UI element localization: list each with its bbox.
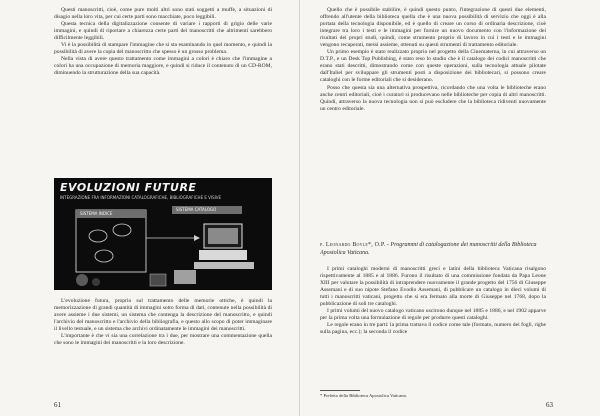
page-number: 63 xyxy=(546,401,553,409)
right-top-text xyxy=(320,7,546,113)
section-heading: p. Leonardo Boyle*, O.P. - Programmi di catalogazione dei manoscritti della Biblioteca Apostolica Vaticana. xyxy=(320,242,537,256)
footnote-rule xyxy=(320,390,360,391)
left-top-text xyxy=(54,7,272,77)
paragraph: L'importante è che vi sia una correlazione tra i due, per mostrare una commentazione quella che sono le immagini dei manoscritti e la loro descrizione. xyxy=(54,333,272,347)
slide-photo xyxy=(54,178,272,290)
paragraph: Quello che è possibile stabilire, è quindi questo punto, l'integrazione di questi due elementi, offrendo all'utente della biblioteca quella che è una nuova possibilità di servizio che oggi è alla portata della tecnologia disponibile, ed è quello di creare un corso di ordinaria descrizione, cioè integrare tra loro i testi e le immagini per fornire un nuovo documento con l'informazione dei risultati dei propri studi, quindi, come strumento proprio di lavoro in cui i testi e le immagini vengono recuperati, messi assieme, ottenuti su questi strumenti di trattamento editoriale. xyxy=(320,7,546,49)
paragraph: Nella vista di avere questo trattamento come immagini a colori è chiaro che l'immagine a colori ha una occupazione di memoria maggiore, e quindi si riduce il contenuto di un CD-ROM, diminuendo la strutturazione della sua capacità. xyxy=(54,56,272,77)
paragraph: Un primo esempio è stato realizzato proprio nel progetto della Cinematerna, in cui attraverso un D.T.P., e un Desk Top Publishing, è stato reso lo studio che è il catalogo dei codici manoscritti che erano stati descritti, dimostrando come con queste operazioni, sulla tecnologia attuale pilotate dall'Italiel per sviluppare gli strumenti posti a disposizione dei bibliotecari, si possono creare cataloghi con le forme editoriali che si desiderano. xyxy=(320,49,546,84)
box-label-2: SISTEMA CATALOGO xyxy=(176,207,217,212)
paragraph: Questa tecnica della digitalizzazione consente di variare i rapporti di grigio delle varie immagini, e quindi di riportare a chiarezza certe parti dei manoscritti che altrimenti sarebbero difficilmente leggibili. xyxy=(54,21,272,42)
right-page xyxy=(300,0,600,416)
paragraph: I primi cataloghi moderni di manoscritti greci e latini della biblioteca Vaticana risalgono rispettivamente al 1885 e al 1886. Furono il risultato di una commissione fondata da Papa Leone XIII per valutare la possibilità di intraprendere nuovamente il grande progetto del 1756 di Giuseppe Assemani e di suo nipote Stefano Evodio Assemani, di pubblicare un catalogo in dieci volumi di tutti i manoscritti vaticani, progetto che si era fermato alla morte di Giuseppe nel 1768, dopo la pubblicazione di soli tre cataloghi. xyxy=(320,266,546,308)
left-bottom-text xyxy=(54,298,272,347)
heading-title: Programmi di catalogazione dei manoscritti della Biblioteca Apostolica Vaticana. xyxy=(320,242,537,256)
paragraph: Le regole erano in tre parti: la prima trattava il codice come tale (formato, numero dei fogli, righe sulla pagina, ecc.); la seconda il codice xyxy=(320,322,546,336)
paragraph: Questi manoscritti, cioè, come pure molti altri sono stati soggetti a muffe, a situazioni di disagio nella loro vita, per cui certe parti sono macchiate, poco leggibili. xyxy=(54,7,272,21)
slide-subtitle: INTEGRAZIONE FRA INFORMAZIONI CATALOGRAFICHE, BIBLIOGRAFICHE E VISIVE xyxy=(60,195,222,200)
paragraph: Vi è la possibilità di stampare l'immagine che si sta esaminando in quel momento, e quindi la possibilità di avere la copia del manoscritto che spesso è un grosso problema. xyxy=(54,42,272,56)
footnote: * Prefetto della Biblioteca Apostolica Vaticana. xyxy=(320,393,407,398)
page-number: 61 xyxy=(54,401,61,409)
paragraph: Posso che questa sia una alternativa prospettiva, ricordando che una volta le biblioteche erano anche centri editoriali, cioè i curatori si producevano nelle biblioteche per copia di altri manoscritti. Quindi, attraverso la nuova tecnologia non si può escludere che la biblioteca ridiventi nuovamente un centro editoriale. xyxy=(320,84,546,112)
paragraph: I primi volumi del nuovo catalogo vaticano uscirono dunque nel 1885 e 1886, e nel 1902 apparve per la prima volta una formulazione di regole per produrre questi cataloghi. xyxy=(320,308,546,322)
right-mid-text xyxy=(320,266,546,336)
box-label: SISTEMA INDICE xyxy=(80,211,113,216)
paragraph: L'evoluzione futura, proprio sul trattamento delle memorie ottiche, è quindi la memorizzazione di grandi quantità di immagini sotto forma di dati, contenute nella possibilità di avere assieme i due sistemi, un sistema che contenga la descrizione del manoscritto, e quindi l'archivio del manoscritto e l'archivio della bibliografia, e questo allo scopo di poter immaginare il livello testuale, e un sistema che archivi ordinatamente le immagini dei manoscritti. xyxy=(54,298,272,333)
slide-title: EVOLUZIONI FUTURE xyxy=(60,181,197,194)
heading-author: p. Leonardo Boyle*, O.P. xyxy=(320,242,386,248)
